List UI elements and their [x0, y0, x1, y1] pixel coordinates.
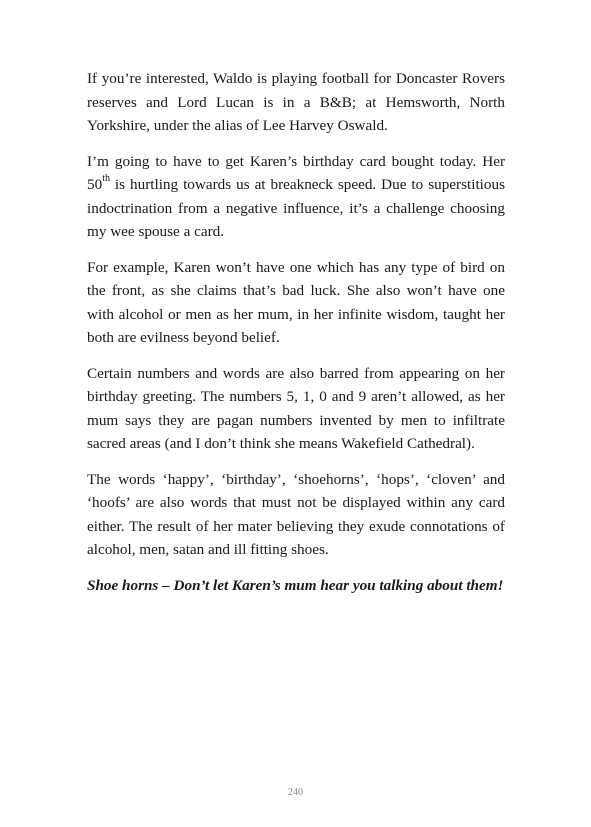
ordinal-suffix: th [102, 172, 110, 184]
page-body [87, 67, 505, 597]
paragraph-numbers-rule: Certain numbers and words are also barred from appearing on her birthday greeting. The numbers 5, 1, 0 and 9 aren’t allowed, as her mum says they are pagan numbers invented by men to infiltrate sacred areas (and I don’t think she means Wakefield Cathedral). [87, 364, 505, 452]
paragraph-waldo: If you’re interested, Waldo is playing football for Doncaster Rovers reserves and Lord Lucan is in a B&B; at Hemsworth, North Yorkshire, under the alias of Lee Harvey Oswald. [87, 70, 505, 134]
paragraph-birthday-card-after: is hurtling towards us at breakneck speed. Due to superstitious indoctrination from a negative influence, it’s a challenge choosing my wee spouse a card. [87, 176, 505, 240]
page-number: 240 [288, 787, 303, 798]
closing-remark: Shoe horns – Don’t let Karen’s mum hear you talking about them! [87, 576, 504, 594]
paragraph-birthday-card [87, 150, 505, 244]
paragraph-birthday-card-before: I’m going to have to get Karen’s birthday card bought today. Her 50 [87, 152, 505, 193]
paragraph-bird-rule: For example, Karen won’t have one which has any type of bird on the front, as she claims that’s bad luck. She also won’t have one with alcohol or men as her mum, in her infinite wisdom, taught her both are evilness beyond belief. [87, 258, 505, 346]
paragraph-words-rule: The words ‘happy’, ‘birthday’, ‘shoehorns’, ‘hops’, ‘cloven’ and ‘hoofs’ are also words that must not be displayed within any card either. The result of her mater believing they exude connotations of alcohol, men, satan and ill fitting shoes. [87, 470, 505, 558]
